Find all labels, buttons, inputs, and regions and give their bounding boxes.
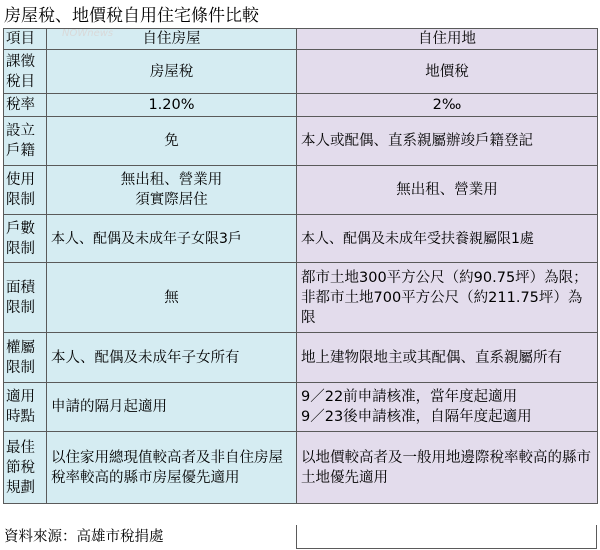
comparison-table bbox=[3, 28, 598, 504]
row-land-value: 都市土地300平方公尺（約90.75坪）為限；非都市土地700平方公尺（約211.75坪）為限 bbox=[297, 263, 598, 333]
table-row bbox=[4, 333, 598, 383]
row-house-value: 以住家用總現值較高者及非自住房屋稅率較高的縣市房屋優先適用 bbox=[47, 432, 297, 504]
header-self-land: 自住用地 bbox=[297, 29, 598, 50]
table-row bbox=[4, 166, 598, 215]
header-item: 項目 bbox=[4, 29, 47, 50]
table-row bbox=[4, 263, 598, 333]
row-land-value: 地上建物限地主或其配偶、直系親屬所有 bbox=[297, 333, 598, 383]
watermark-logo: NOWnews bbox=[62, 28, 114, 39]
row-house-value: 免 bbox=[47, 117, 297, 166]
row-label: 適用時點 bbox=[4, 383, 47, 432]
row-house-value: 無 bbox=[47, 263, 297, 333]
table-row bbox=[4, 117, 598, 166]
row-house-value: 房屋稅 bbox=[47, 50, 297, 94]
row-land-value: 無出租、營業用 bbox=[297, 166, 598, 215]
row-land-value: 以地價較高者及一般用地邊際稅率較高的縣市土地優先適用 bbox=[297, 432, 598, 504]
table-row bbox=[4, 50, 598, 94]
footer-divider bbox=[296, 548, 597, 549]
row-land-value: 本人、配偶及未成年受扶養親屬限1處 bbox=[297, 215, 598, 263]
row-label: 權屬限制 bbox=[4, 333, 47, 383]
row-label: 稅率 bbox=[4, 94, 47, 117]
row-house-value: 本人、配偶及未成年子女限3戶 bbox=[47, 215, 297, 263]
row-land-value: 本人或配偶、直系親屬辦竣戶籍登記 bbox=[297, 117, 598, 166]
row-label: 最佳節稅規劃 bbox=[4, 432, 47, 504]
row-house-value: 申請的隔月起適用 bbox=[47, 383, 297, 432]
table-row bbox=[4, 94, 598, 117]
table-row bbox=[4, 432, 598, 504]
row-house-value: 本人、配偶及未成年子女所有 bbox=[47, 333, 297, 383]
table-header-row bbox=[4, 29, 598, 50]
page-title: 房屋稅、地價稅自用住宅條件比較 bbox=[4, 6, 259, 26]
row-label: 設立戶籍 bbox=[4, 117, 47, 166]
row-label: 課徵稅目 bbox=[4, 50, 47, 94]
row-label: 面積限制 bbox=[4, 263, 47, 333]
footer-divider bbox=[296, 525, 297, 549]
row-land-value: 2‰ bbox=[297, 94, 598, 117]
table-row bbox=[4, 383, 598, 432]
source-note: 資料來源：高雄市稅捐處 bbox=[4, 529, 164, 545]
row-house-value: 無出租、營業用 須實際居住 bbox=[47, 166, 297, 215]
row-label: 使用限制 bbox=[4, 166, 47, 215]
row-land-value: 地價稅 bbox=[297, 50, 598, 94]
row-house-value: 1.20% bbox=[47, 94, 297, 117]
header-self-house: 自住房屋 bbox=[47, 29, 297, 50]
row-land-value: 9／22前申請核准，當年度起適用 9／23後申請核准，自隔年度起適用 bbox=[297, 383, 598, 432]
table-row bbox=[4, 215, 598, 263]
footer-divider bbox=[596, 525, 597, 549]
row-label: 戶數限制 bbox=[4, 215, 47, 263]
